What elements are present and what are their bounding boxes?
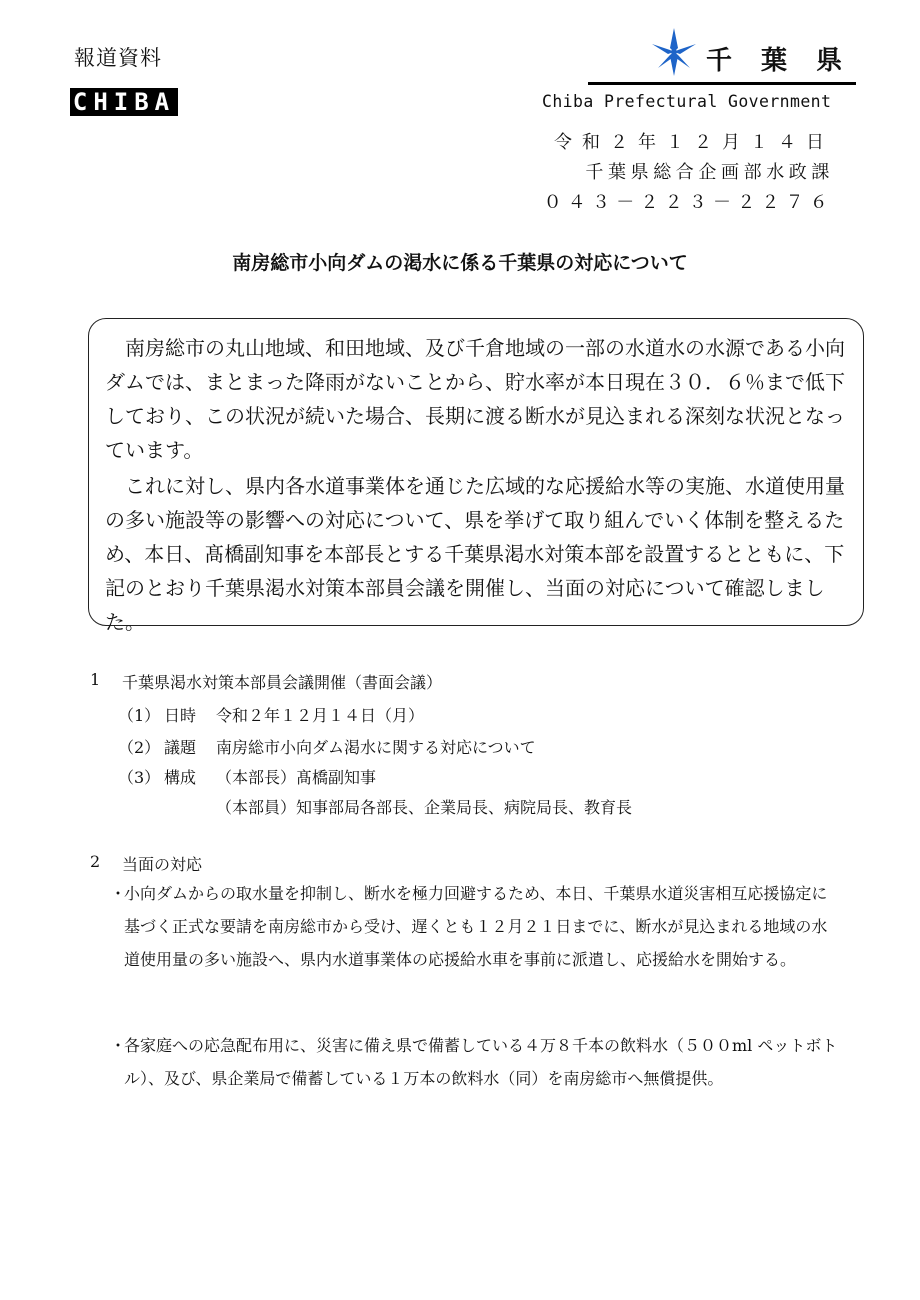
- bullet-icon: ・: [110, 884, 127, 903]
- prefecture-english-name: Chiba Prefectural Government: [542, 92, 832, 111]
- members-line: （本部員）知事部局各部長、企業局長、病院局長、教育長: [216, 798, 633, 817]
- section-2-title: 当面の対応: [122, 855, 203, 874]
- section-2-number: 2: [90, 852, 101, 871]
- chiba-prefecture-mark-icon: [652, 28, 696, 76]
- bullet-text: 各家庭への応急配布用に、災害に備え県で備蓄している４万８千本の飲料水（５００ml ペットボトル）、及び、県企業局で備蓄している１万本の飲料水（同）を南房総市へ無償提供。: [124, 1036, 838, 1088]
- item-value: 南房総市小向ダム渇水に関する対応について: [216, 738, 536, 757]
- bullet-icon: ・: [110, 1036, 127, 1055]
- section-1-item: [118, 735, 536, 758]
- release-date: 令和２年１２月１４日: [554, 132, 834, 153]
- department: 千葉県総合企画部水政課: [585, 162, 834, 183]
- item-key: 構成: [164, 768, 197, 787]
- item-number: （3）: [118, 768, 161, 787]
- press-release-label: 報道資料: [74, 46, 162, 70]
- phone-number: ０４３－２２３－２２７６: [543, 192, 834, 213]
- summary-paragraph-1: 南房総市の丸山地域、和田地域、及び千倉地域の一部の水道水の水源である小向ダムでは、まとまった降雨がないことから、貯水率が本日現在３０．６％まで低下しており、この状況が続いた場合、長期に渡る断水が見込まれる深刻な状況となっています。: [105, 336, 845, 462]
- item-number: （2）: [118, 738, 161, 757]
- section-1-number: 1: [90, 670, 101, 689]
- summary-box: [88, 318, 864, 634]
- section-1-item: [118, 765, 376, 788]
- section-1-title: 千葉県渇水対策本部員会議開催（書面会議）: [122, 673, 443, 692]
- bullet-text: 小向ダムからの取水量を抑制し、断水を極力回避するため、本日、千葉県水道災害相互応援協定に基づく正式な要請を南房総市から受け、遅くとも１２月２１日までに、断水が見込まれる地域の水道使用量の多い施設へ、県内水道事業体の応援給水車を事前に派遣し、応援給水を開始する。: [124, 884, 828, 969]
- item-value: （本部長）髙橋副知事: [216, 768, 377, 787]
- chiba-logo: CHIBA: [70, 88, 178, 116]
- summary-paragraph-2: これに対し、県内各水道事業体を通じた広域的な応援給水等の実施、水道使用量の多い施設等の影響への対応について、県を挙げて取り組んでいく体制を整えるため、本日、髙橋副知事を本部長とする千葉県渇水対策本部を設置するとともに、下記のとおり千葉県渇水対策本部員会議を開催し、当面の対応について確認しました。: [105, 474, 845, 634]
- item-key: 議題: [164, 738, 197, 757]
- section-1-item: [118, 703, 424, 726]
- item-value: 令和２年１２月１４日（月）: [216, 706, 425, 725]
- list-item: [110, 877, 840, 1017]
- header-divider: [588, 82, 856, 85]
- list-item: [110, 1029, 840, 1129]
- document-title: 南房総市小向ダムの渇水に係る千葉県の対応について: [232, 252, 688, 274]
- item-key: 日時: [164, 706, 197, 725]
- prefecture-name: 千 葉 県: [706, 46, 853, 76]
- item-number: （1）: [118, 706, 161, 725]
